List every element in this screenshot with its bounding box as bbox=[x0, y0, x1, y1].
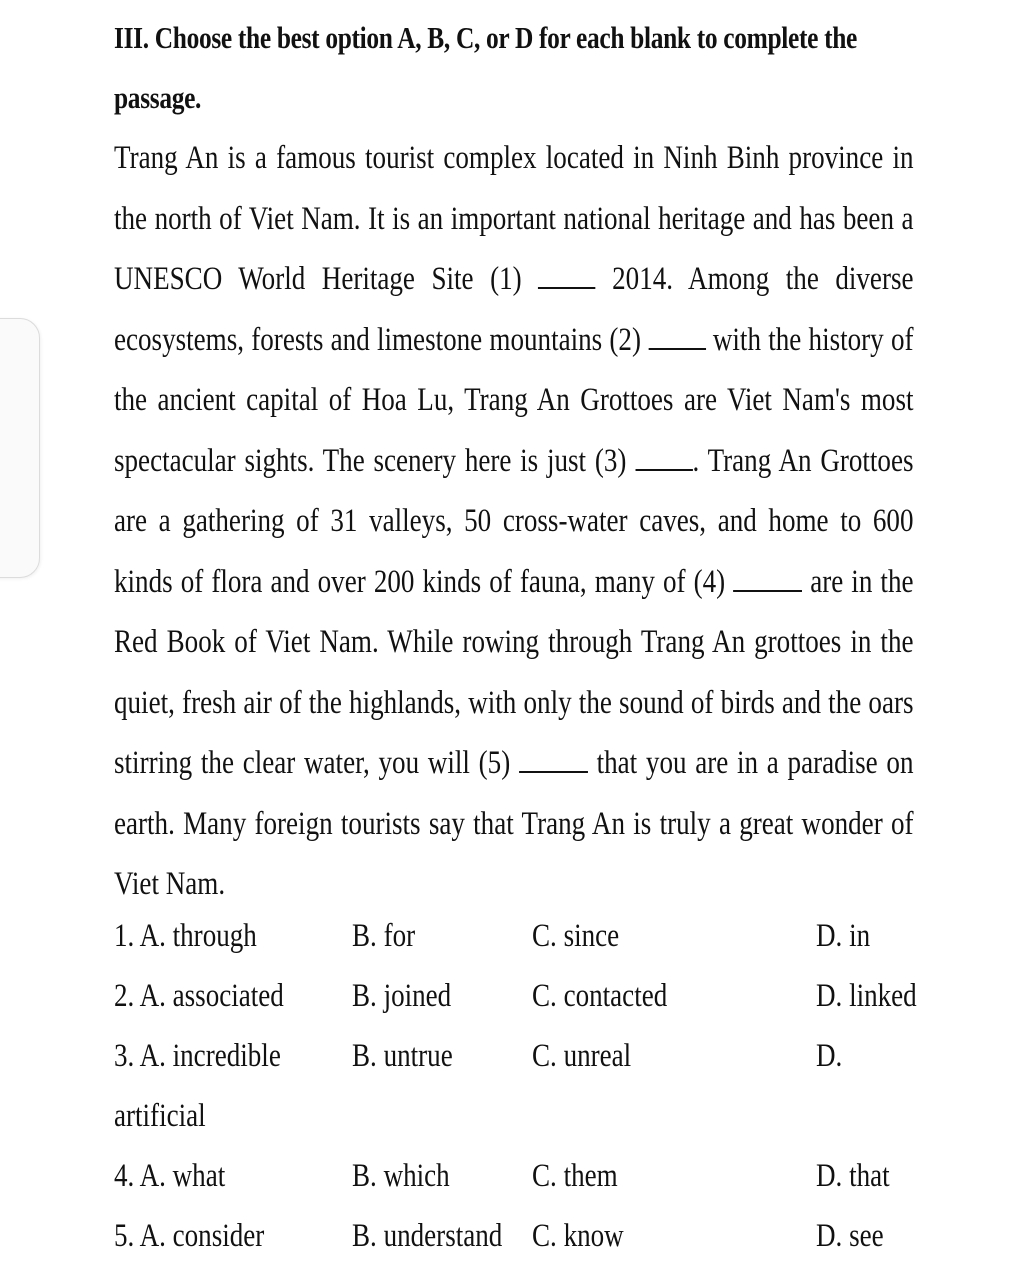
option-1c: C. since bbox=[532, 918, 620, 954]
passage-segment: with the history of the ancient capital of Hoa Lu, Trang An Grottoes are Viet Nam's most spectacular sights. The scenery here is just (3) bbox=[114, 321, 914, 479]
passage-segment: Trang An is a famous tourist complex located in Ninh Binh province in the north of Viet Nam. It is an important national heritage and has been a UNESCO World Heritage Site (1) bbox=[114, 140, 914, 297]
blank-3 bbox=[635, 447, 692, 471]
option-2b: B. joined bbox=[352, 978, 452, 1014]
option-4d: D. that bbox=[816, 1158, 890, 1194]
question-row-1 bbox=[114, 906, 974, 966]
answer-options bbox=[114, 906, 974, 1266]
option-1b: B. for bbox=[352, 918, 416, 954]
exercise-title: III. Choose the best option A, B, C, or D for each blank to complete the passage. bbox=[114, 20, 857, 115]
question-row-3 bbox=[114, 1026, 974, 1146]
option-4a: 4. A. what bbox=[114, 1158, 226, 1194]
passage-segment: 2014. Among the diverse ecosystems, forests and limestone mountains (2) bbox=[114, 261, 914, 358]
option-4b: B. which bbox=[352, 1158, 450, 1194]
passage-segment: are in the Red Book of Viet Nam. While rowing through Trang An grottoes in the quiet, fresh air of the highlands, with only the sound of birds and the oars stirring the clear water, you will (5) bbox=[114, 563, 914, 781]
option-2a: 2. A. associated bbox=[114, 978, 284, 1014]
option-3d: D. bbox=[816, 1038, 843, 1074]
option-3a: 3. A. incredible bbox=[114, 1038, 281, 1074]
option-5c: C. know bbox=[532, 1218, 624, 1254]
option-2c: C. contacted bbox=[532, 978, 668, 1014]
option-3c: C. unreal bbox=[532, 1038, 632, 1074]
option-3b: B. untrue bbox=[352, 1038, 453, 1074]
option-1d: D. in bbox=[816, 918, 871, 954]
option-4c: C. them bbox=[532, 1158, 618, 1194]
passage-text bbox=[114, 128, 914, 915]
blank-1 bbox=[538, 265, 595, 289]
passage-segment: . Trang An Grottoes are a gathering of 31 valleys, 50 cross-water caves, and home to 600 kinds of flora and over 200 kinds of fauna, many of (4) bbox=[114, 442, 914, 600]
blank-5 bbox=[519, 749, 588, 773]
option-5a: 5. A. consider bbox=[114, 1218, 265, 1254]
blank-4 bbox=[733, 568, 802, 592]
question-row-4 bbox=[114, 1146, 974, 1206]
option-1a: 1. A. through bbox=[114, 918, 257, 954]
blank-2 bbox=[648, 326, 705, 350]
option-5b: B. understand bbox=[352, 1218, 503, 1254]
side-panel-tab[interactable] bbox=[0, 318, 40, 578]
question-row-5 bbox=[114, 1206, 974, 1266]
question-row-2 bbox=[114, 966, 974, 1026]
option-5d: D. see bbox=[816, 1218, 884, 1254]
passage-segment: that you are in a paradise on earth. Many foreign tourists say that Trang An is truly a great wonder of Viet Nam. bbox=[114, 745, 914, 902]
option-3d-continued: artificial bbox=[114, 1098, 206, 1134]
exercise-document bbox=[114, 8, 914, 915]
option-2d: D. linked bbox=[816, 978, 917, 1014]
